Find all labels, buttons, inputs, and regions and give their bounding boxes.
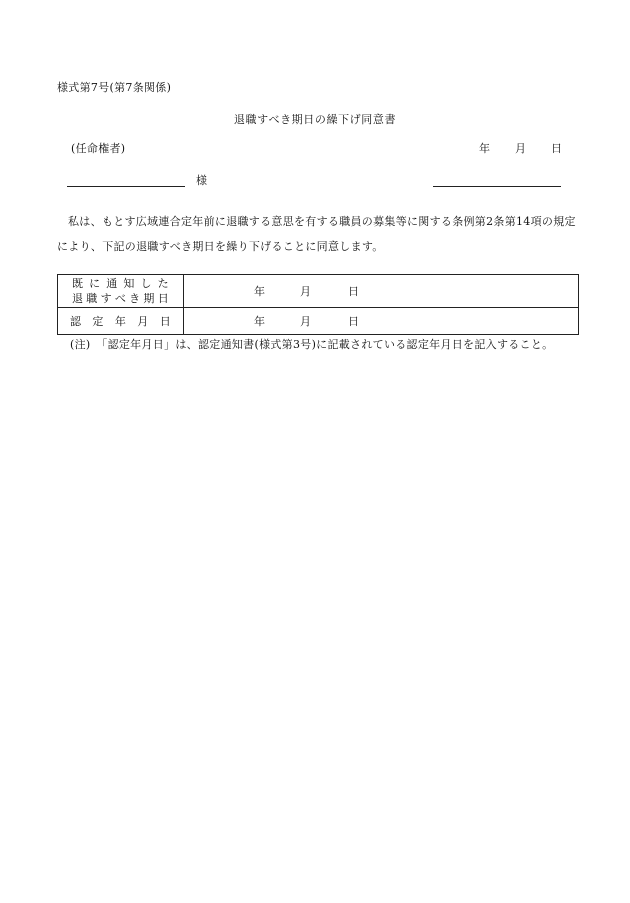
row1-month: 月 (300, 285, 312, 298)
row1-year: 年 (254, 285, 266, 298)
label-line-3: 認 定 年 月 日 (70, 314, 171, 328)
row2-month: 月 (300, 315, 312, 328)
dates-table (57, 274, 579, 335)
certified-date-value (184, 308, 579, 335)
date-year: 年 (479, 142, 491, 155)
notified-date-value (184, 275, 579, 308)
row2-day: 日 (348, 315, 360, 328)
date-day: 日 (551, 142, 563, 155)
recipient-name-line (67, 186, 185, 187)
table-row-notified-date (58, 275, 579, 308)
row1-day: 日 (348, 285, 360, 298)
signer-name-line (433, 186, 561, 187)
appointer-label: (任命権者) (71, 142, 126, 155)
date-month: 月 (515, 142, 527, 155)
label-line-2: 退 職 す べ き 期 日 (72, 292, 169, 305)
consent-statement: 私は、もとす広域連合定年前に退職する意思を有する職員の募集等に関する条例第2条第14項の規定により、下記の退職すべき期日を繰り下げることに同意します。 (57, 215, 576, 253)
document-title: 退職すべき期日の繰下げ同意書 (233, 113, 397, 126)
footnote: (注) 「認定年月日」は、認定通知書(様式第3号)に記載されている認定年月日を記入すること。 (70, 338, 554, 351)
form-number: 様式第7号(第7条関係) (57, 81, 172, 94)
label-line-1: 既 に 通 知 し た (72, 277, 169, 290)
honorific-sama: 様 (196, 174, 208, 187)
notified-date-label (58, 275, 184, 308)
certified-date-label (58, 308, 184, 335)
row2-year: 年 (254, 315, 266, 328)
table-row-certified-date (58, 308, 579, 335)
